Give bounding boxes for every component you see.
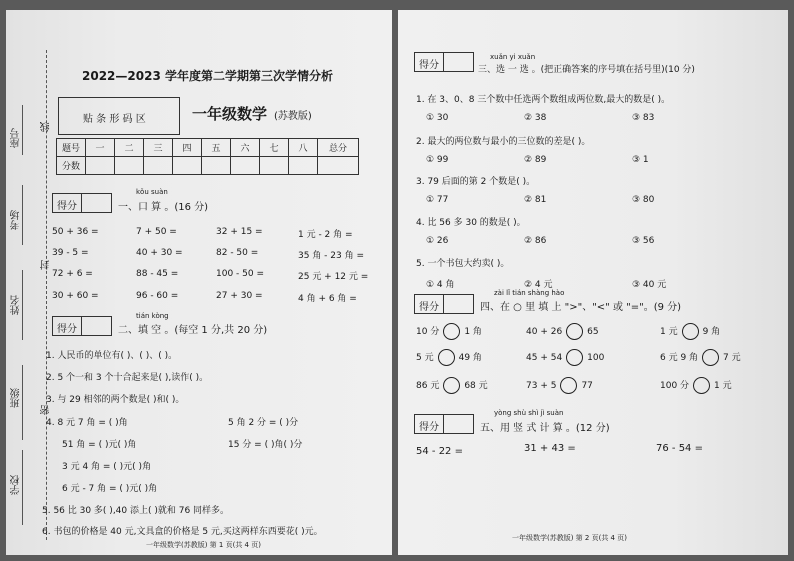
subject-title: 一年级数学 — [192, 105, 268, 123]
choice-option: ① 4 角 — [426, 280, 455, 290]
left-page — [6, 10, 392, 555]
compare-left: 10 分 — [416, 327, 440, 337]
section2-heading: 二、填 空 。(每空 1 分,共 20 分) — [118, 325, 268, 336]
fill-q4e: 3 元 4 角 = ( )元( )角 — [62, 462, 152, 472]
choice-option: ② 89 — [524, 155, 547, 165]
section1-score-box — [52, 193, 112, 213]
score-table-header-cell: 四 — [173, 139, 202, 157]
choice-option: ③ 83 — [632, 113, 655, 123]
fill-q3: 3. 与 29 相邻的两个数是( )和( )。 — [46, 395, 185, 405]
score-table-header-cell: 五 — [202, 139, 231, 157]
score-table-blank-cell — [86, 157, 115, 175]
fill-q4a: 4. 8 元 7 角 = ( )角 — [46, 418, 128, 428]
fill-q4d: 15 分 = ( )角( )分 — [228, 440, 303, 450]
choice-option: ② 86 — [524, 236, 547, 246]
compare-item — [660, 323, 720, 340]
barcode-area — [58, 97, 180, 135]
compare-circle-input[interactable] — [560, 377, 577, 394]
compare-left: 86 元 — [416, 381, 440, 391]
section2-score-box — [52, 316, 112, 336]
compare-right: 77 — [581, 381, 593, 391]
compare-item — [526, 377, 593, 394]
choice-question: 1. 在 3、0、8 三个数中任选两个数组成两位数,最大的数是( )。 — [416, 95, 671, 105]
compare-right: 65 — [587, 327, 599, 337]
score-table-blank-cell — [318, 157, 359, 175]
score-box-label: 得分 — [57, 324, 77, 335]
score-table-row-label: 分数 — [57, 157, 86, 175]
compare-item — [416, 323, 482, 340]
feng-label: 封 — [41, 260, 52, 270]
exam-room-label: 考场 — [11, 210, 22, 230]
name-label: 姓名 — [11, 295, 22, 315]
class-label: 班级 — [11, 388, 22, 408]
vertical-calc-1: 54 - 22 = — [416, 446, 463, 457]
compare-right: 100 — [587, 353, 605, 363]
score-table-header-cell: 三 — [144, 139, 173, 157]
oral-calc-item: 4 角 + 6 角 = — [298, 294, 357, 304]
oral-calc-item: 32 + 15 = — [216, 227, 263, 237]
choice-option: ③ 56 — [632, 236, 655, 246]
compare-right: 68 元 — [464, 381, 488, 391]
score-table-blank-cell — [260, 157, 289, 175]
score-table-blank-cell — [173, 157, 202, 175]
choice-question: 2. 最大的两位数与最小的三位数的差是( )。 — [416, 137, 591, 147]
compare-circle-input[interactable] — [702, 349, 719, 366]
section5-score-box — [414, 414, 474, 434]
oral-calc-item: 96 - 60 = — [136, 291, 179, 301]
vertical-calc-2: 31 + 43 = — [524, 443, 576, 454]
compare-left: 100 分 — [660, 381, 690, 391]
compare-right: 7 元 — [723, 353, 741, 363]
section1-heading: 一、口 算 。(16 分) — [118, 202, 209, 213]
right-page — [398, 10, 788, 555]
oral-calc-item: 39 - 5 = — [52, 248, 89, 258]
compare-right: 1 角 — [464, 327, 482, 337]
compare-right: 9 角 — [702, 327, 721, 337]
compare-circle-input[interactable] — [693, 377, 710, 394]
score-table-blank-cell — [231, 157, 260, 175]
compare-circle-input[interactable] — [566, 323, 583, 340]
section3-pinyin: xuǎn yi xuǎn — [490, 53, 536, 61]
school-label: 学校 — [11, 475, 22, 495]
compare-circle-input[interactable] — [682, 323, 699, 340]
compare-item — [416, 377, 488, 394]
score-table-header-cell: 一 — [86, 139, 115, 157]
fill-q6: 6. 书包的价格是 40 元,文具盒的价格是 5 元,买这两样东西要花( )元。 — [42, 527, 323, 537]
score-table-header-row — [57, 139, 359, 157]
score-table-header-cell: 八 — [289, 139, 318, 157]
section5-heading: 五、用 竖 式 计 算 。(12 分) — [480, 423, 610, 434]
oral-calc-item: 40 + 30 = — [136, 248, 183, 258]
score-table-blank-cell — [289, 157, 318, 175]
choice-question: 3. 79 后面的第 2 个数是( )。 — [416, 177, 536, 187]
score-table-header-cell: 七 — [260, 139, 289, 157]
choice-option: ② 81 — [524, 195, 547, 205]
choice-option: ① 99 — [426, 155, 449, 165]
score-box-label: 得分 — [419, 60, 439, 71]
choice-option: ③ 40 元 — [632, 280, 667, 290]
compare-left: 73 + 5 — [526, 381, 557, 391]
section3-heading: 三、选 一 选 。(把正确答案的序号填在括号里)(10 分) — [478, 65, 695, 75]
section5-pinyin: yòng shù shì jì suàn — [494, 409, 564, 417]
score-table-header-cell: 二 — [115, 139, 144, 157]
oral-calc-item: 7 + 50 = — [136, 227, 177, 237]
compare-left: 5 元 — [416, 353, 434, 363]
compare-circle-input[interactable] — [438, 349, 455, 366]
compare-left: 6 元 9 角 — [660, 353, 699, 363]
score-table — [56, 138, 359, 175]
oral-calc-item: 35 角 - 23 角 = — [298, 251, 364, 261]
fill-q4f: 6 元 - 7 角 = ( )元( )角 — [62, 484, 158, 494]
choice-option: ③ 80 — [632, 195, 655, 205]
fill-q2: 2. 5 个一和 3 个十合起来是( ),读作( )。 — [46, 373, 209, 383]
oral-calc-item: 1 元 - 2 角 = — [298, 230, 353, 240]
barcode-label: 贴 条 形 码 区 — [83, 114, 146, 125]
score-table-header-cell: 总分 — [318, 139, 359, 157]
compare-item — [416, 349, 482, 366]
choice-option: ③ 1 — [632, 155, 649, 165]
fill-q1: 1. 人民币的单位有( )、( )、( )。 — [46, 351, 178, 361]
oral-calc-item: 50 + 36 = — [52, 227, 99, 237]
score-table-header-label: 题号 — [57, 139, 86, 157]
section4-heading: 四、在 ○ 里 填 上 ">"、"<" 或 "="。(9 分) — [480, 302, 682, 313]
oral-calc-item: 27 + 30 = — [216, 291, 263, 301]
mi-label: 密 — [41, 405, 52, 415]
oral-calc-item: 25 元 + 12 元 = — [298, 272, 369, 282]
oral-calc-item: 100 - 50 = — [216, 269, 265, 279]
choice-option: ② 4 元 — [524, 280, 553, 290]
compare-item — [526, 323, 599, 340]
score-table-blank-cell — [115, 157, 144, 175]
xian-label: 线 — [41, 122, 52, 132]
compare-right: 49 角 — [458, 353, 482, 363]
compare-circle-input[interactable] — [566, 349, 583, 366]
oral-calc-item: 82 - 50 = — [216, 248, 259, 258]
choice-question: 5. 一个书包大约卖( )。 — [416, 259, 510, 269]
section3-score-box — [414, 52, 474, 72]
score-table-blank-cell — [144, 157, 173, 175]
right-page-footer: 一年级数学(苏教版) 第 2 页(共 4 页) — [512, 534, 627, 542]
score-table-header-cell: 六 — [231, 139, 260, 157]
vertical-calc-3: 76 - 54 = — [656, 443, 703, 454]
fill-q5: 5. 56 比 30 多( ),40 添上( )就和 76 同样多。 — [42, 506, 230, 516]
section4-score-box — [414, 294, 474, 314]
choice-option: ① 26 — [426, 236, 449, 246]
compare-item — [526, 349, 604, 366]
section4-pinyin: zài lǐ tián shàng hào — [494, 289, 565, 297]
score-box-label: 得分 — [57, 201, 77, 212]
compare-right: 1 元 — [714, 381, 732, 391]
compare-left: 1 元 — [660, 327, 678, 337]
compare-item — [660, 349, 741, 366]
choice-option: ① 30 — [426, 113, 449, 123]
oral-calc-item: 30 + 60 = — [52, 291, 99, 301]
edition-label: (苏教版) — [274, 111, 312, 122]
compare-item — [660, 377, 732, 394]
fill-q4c: 51 角 = ( )元( )角 — [62, 440, 137, 450]
score-box-label: 得分 — [419, 422, 439, 433]
section1-pinyin: kǒu suàn — [136, 188, 168, 196]
score-table-blank-cell — [202, 157, 231, 175]
fill-q4b: 5 角 2 分 = ( )分 — [228, 418, 299, 428]
left-page-footer: 一年级数学(苏教版) 第 1 页(共 4 页) — [146, 541, 261, 549]
compare-left: 45 + 54 — [526, 353, 563, 363]
choice-option: ② 38 — [524, 113, 547, 123]
compare-circle-input[interactable] — [443, 377, 460, 394]
oral-calc-item: 72 + 6 = — [52, 269, 93, 279]
choice-question: 4. 比 56 多 30 的数是( )。 — [416, 218, 526, 228]
exam-title: 2022—2023 学年度第二学期第三次学情分析 — [82, 69, 333, 83]
compare-left: 40 + 26 — [526, 327, 563, 337]
compare-circle-input[interactable] — [443, 323, 460, 340]
score-box-label: 得分 — [419, 302, 439, 313]
oral-calc-item: 88 - 45 = — [136, 269, 179, 279]
choice-option: ① 77 — [426, 195, 449, 205]
section2-pinyin: tián kòng — [136, 312, 169, 320]
score-table-score-row — [57, 157, 359, 175]
seat-label: 座号 — [11, 128, 22, 148]
